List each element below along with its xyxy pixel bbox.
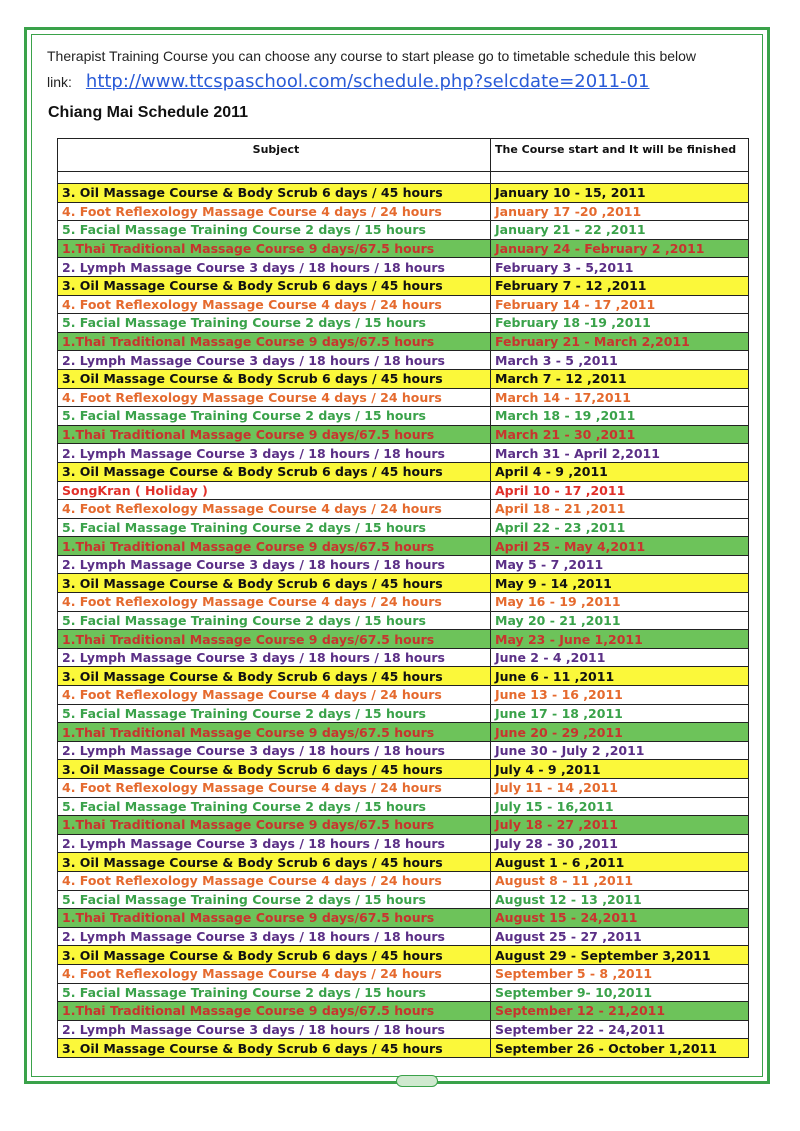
course-dates: August 25 - 27 ,2011 xyxy=(491,927,749,946)
course-dates: July 15 - 16,2011 xyxy=(491,797,749,816)
course-subject: 1.Thai Traditional Massage Course 9 days/67.5 hours xyxy=(58,425,491,444)
course-subject: 3. Oil Massage Course & Body Scrub 6 days / 45 hours xyxy=(58,184,491,203)
course-dates: January 17 -20 ,2011 xyxy=(491,202,749,221)
table-row xyxy=(58,834,749,853)
course-subject: 5. Facial Massage Training Course 2 days / 15 hours xyxy=(58,797,491,816)
table-row xyxy=(58,871,749,890)
course-subject: 2. Lymph Massage Course 3 days / 18 hours / 18 hours xyxy=(58,741,491,760)
table-row xyxy=(58,704,749,723)
course-subject: 1.Thai Traditional Massage Course 9 days/67.5 hours xyxy=(58,537,491,556)
course-subject: 3. Oil Massage Course & Body Scrub 6 days / 45 hours xyxy=(58,574,491,593)
table-row xyxy=(58,425,749,444)
table-row xyxy=(58,983,749,1002)
course-dates: April 18 - 21 ,2011 xyxy=(491,500,749,519)
course-dates: February 3 - 5,2011 xyxy=(491,258,749,277)
course-subject: 4. Foot Reflexology Massage Course 4 days / 24 hours xyxy=(58,388,491,407)
table-row xyxy=(58,202,749,221)
course-dates: August 12 - 13 ,2011 xyxy=(491,890,749,909)
table-row xyxy=(58,648,749,667)
table-row xyxy=(58,184,749,203)
course-subject: 1.Thai Traditional Massage Course 9 days/67.5 hours xyxy=(58,332,491,351)
course-dates: February 7 - 12 ,2011 xyxy=(491,276,749,295)
table-row xyxy=(58,351,749,370)
course-dates: March 18 - 19 ,2011 xyxy=(491,407,749,426)
intro-text-line2 xyxy=(47,69,747,95)
course-dates: September 5 - 8 ,2011 xyxy=(491,964,749,983)
course-subject: 1.Thai Traditional Massage Course 9 days/67.5 hours xyxy=(58,909,491,928)
course-subject: 3. Oil Massage Course & Body Scrub 6 days / 45 hours xyxy=(58,853,491,872)
course-subject: 2. Lymph Massage Course 3 days / 18 hours / 18 hours xyxy=(58,834,491,853)
schedule-link[interactable]: http://www.ttcspaschool.com/schedule.php?selcdate=2011-01 xyxy=(85,71,650,92)
course-dates: February 18 -19 ,2011 xyxy=(491,314,749,333)
table-row xyxy=(58,462,749,481)
course-subject: 2. Lymph Massage Course 3 days / 18 hours / 18 hours xyxy=(58,927,491,946)
course-subject: 1.Thai Traditional Massage Course 9 days/67.5 hours xyxy=(58,1002,491,1021)
table-row xyxy=(58,630,749,649)
course-subject: 2. Lymph Massage Course 3 days / 18 hours / 18 hours xyxy=(58,444,491,463)
course-dates: January 10 - 15, 2011 xyxy=(491,184,749,203)
course-dates: June 2 - 4 ,2011 xyxy=(491,648,749,667)
course-subject: 3. Oil Massage Course & Body Scrub 6 days / 45 hours xyxy=(58,667,491,686)
table-row xyxy=(58,667,749,686)
course-dates: February 14 - 17 ,2011 xyxy=(491,295,749,314)
table-row xyxy=(58,890,749,909)
table-row xyxy=(58,816,749,835)
course-dates: July 4 - 9 ,2011 xyxy=(491,760,749,779)
course-subject: 2. Lymph Massage Course 3 days / 18 hours / 18 hours xyxy=(58,258,491,277)
course-subject: 4. Foot Reflexology Massage Course 4 days / 24 hours xyxy=(58,500,491,519)
course-dates: March 3 - 5 ,2011 xyxy=(491,351,749,370)
table-row xyxy=(58,1002,749,1021)
course-dates: March 31 - April 2,2011 xyxy=(491,444,749,463)
course-dates: March 21 - 30 ,2011 xyxy=(491,425,749,444)
spacer-cell xyxy=(58,172,491,184)
course-dates: June 6 - 11 ,2011 xyxy=(491,667,749,686)
course-dates: June 13 - 16 ,2011 xyxy=(491,686,749,705)
table-row xyxy=(58,388,749,407)
schedule-table xyxy=(57,138,749,1058)
intro-text-line1: Therapist Training Course you can choose any course to start please go to timetable schedule this below xyxy=(47,48,697,64)
course-subject: 4. Foot Reflexology Massage Course 4 days / 24 hours xyxy=(58,779,491,798)
course-subject: 2. Lymph Massage Course 3 days / 18 hours / 18 hours xyxy=(58,351,491,370)
course-dates: June 20 - 29 ,2011 xyxy=(491,723,749,742)
course-dates: August 15 - 24,2011 xyxy=(491,909,749,928)
table-row xyxy=(58,741,749,760)
table-row xyxy=(58,500,749,519)
course-dates: June 17 - 18 ,2011 xyxy=(491,704,749,723)
table-row xyxy=(58,686,749,705)
table-row xyxy=(58,481,749,500)
table-row xyxy=(58,1039,749,1058)
course-subject: 2. Lymph Massage Course 3 days / 18 hours / 18 hours xyxy=(58,648,491,667)
table-row xyxy=(58,574,749,593)
course-dates: May 9 - 14 ,2011 xyxy=(491,574,749,593)
course-subject: 3. Oil Massage Course & Body Scrub 6 days / 45 hours xyxy=(58,369,491,388)
spacer-cell xyxy=(491,172,749,184)
course-dates: April 10 - 17 ,2011 xyxy=(491,481,749,500)
course-dates: July 28 - 30 ,2011 xyxy=(491,834,749,853)
course-subject: 2. Lymph Massage Course 3 days / 18 hours / 18 hours xyxy=(58,1020,491,1039)
course-dates: September 9- 10,2011 xyxy=(491,983,749,1002)
course-dates: January 21 - 22 ,2011 xyxy=(491,221,749,240)
table-row xyxy=(58,258,749,277)
table-row xyxy=(58,537,749,556)
course-subject: 5. Facial Massage Training Course 2 days / 15 hours xyxy=(58,314,491,333)
schedule-heading: Chiang Mai Schedule 2011 xyxy=(48,104,249,121)
course-subject: 3. Oil Massage Course & Body Scrub 6 days / 45 hours xyxy=(58,946,491,965)
table-row xyxy=(58,314,749,333)
table-row xyxy=(58,797,749,816)
table-row xyxy=(58,276,749,295)
course-subject: 5. Facial Massage Training Course 2 days / 15 hours xyxy=(58,704,491,723)
table-row xyxy=(58,760,749,779)
course-subject: 5. Facial Massage Training Course 2 days / 15 hours xyxy=(58,407,491,426)
course-dates: August 1 - 6 ,2011 xyxy=(491,853,749,872)
course-subject: 1.Thai Traditional Massage Course 9 days/67.5 hours xyxy=(58,239,491,258)
table-row xyxy=(58,964,749,983)
course-dates: April 4 - 9 ,2011 xyxy=(491,462,749,481)
course-subject: 5. Facial Massage Training Course 2 days / 15 hours xyxy=(58,221,491,240)
course-dates: April 25 - May 4,2011 xyxy=(491,537,749,556)
course-subject: 5. Facial Massage Training Course 2 days / 15 hours xyxy=(58,611,491,630)
table-row xyxy=(58,593,749,612)
course-subject: 4. Foot Reflexology Massage Course 4 days / 24 hours xyxy=(58,964,491,983)
table-row xyxy=(58,779,749,798)
course-dates: September 22 - 24,2011 xyxy=(491,1020,749,1039)
course-subject: 4. Foot Reflexology Massage Course 4 days / 24 hours xyxy=(58,202,491,221)
course-dates: May 5 - 7 ,2011 xyxy=(491,555,749,574)
header-subject: Subject xyxy=(58,139,491,172)
course-subject: 5. Facial Massage Training Course 2 days / 15 hours xyxy=(58,518,491,537)
table-row xyxy=(58,1020,749,1039)
course-subject: 4. Foot Reflexology Massage Course 4 days / 24 hours xyxy=(58,871,491,890)
course-subject: SongKran ( Holiday ) xyxy=(58,481,491,500)
course-subject: 5. Facial Massage Training Course 2 days / 15 hours xyxy=(58,890,491,909)
table-row xyxy=(58,444,749,463)
course-subject: 4. Foot Reflexology Massage Course 4 days / 24 hours xyxy=(58,686,491,705)
course-dates: April 22 - 23 ,2011 xyxy=(491,518,749,537)
course-subject: 1.Thai Traditional Massage Course 9 days/67.5 hours xyxy=(58,630,491,649)
course-dates: March 14 - 17,2011 xyxy=(491,388,749,407)
table-row xyxy=(58,909,749,928)
course-subject: 3. Oil Massage Course & Body Scrub 6 days / 45 hours xyxy=(58,276,491,295)
table-row xyxy=(58,369,749,388)
course-subject: 3. Oil Massage Course & Body Scrub 6 days / 45 hours xyxy=(58,1039,491,1058)
course-dates: May 23 - June 1,2011 xyxy=(491,630,749,649)
course-subject: 4. Foot Reflexology Massage Course 4 days / 24 hours xyxy=(58,593,491,612)
table-row xyxy=(58,332,749,351)
intro-link-label: link: xyxy=(47,74,72,90)
course-subject: 1.Thai Traditional Massage Course 9 days/67.5 hours xyxy=(58,723,491,742)
course-dates: July 18 - 27 ,2011 xyxy=(491,816,749,835)
table-row xyxy=(58,611,749,630)
table-row xyxy=(58,946,749,965)
course-dates: May 16 - 19 ,2011 xyxy=(491,593,749,612)
table-row xyxy=(58,853,749,872)
course-dates: May 20 - 21 ,2011 xyxy=(491,611,749,630)
course-dates: February 21 - March 2,2011 xyxy=(491,332,749,351)
header-dates: The Course start and It will be finished xyxy=(491,139,749,172)
course-subject: 2. Lymph Massage Course 3 days / 18 hours / 18 hours xyxy=(58,555,491,574)
table-row xyxy=(58,221,749,240)
course-subject: 3. Oil Massage Course & Body Scrub 6 days / 45 hours xyxy=(58,760,491,779)
course-dates: March 7 - 12 ,2011 xyxy=(491,369,749,388)
course-dates: August 29 - September 3,2011 xyxy=(491,946,749,965)
table-header-row xyxy=(58,139,749,172)
intro-paragraph xyxy=(47,43,747,95)
course-dates: September 12 - 21,2011 xyxy=(491,1002,749,1021)
schedule-body xyxy=(58,172,749,1058)
course-subject: 4. Foot Reflexology Massage Course 4 days / 24 hours xyxy=(58,295,491,314)
table-row xyxy=(58,723,749,742)
course-subject: 5. Facial Massage Training Course 2 days / 15 hours xyxy=(58,983,491,1002)
table-row xyxy=(58,239,749,258)
course-subject: 1.Thai Traditional Massage Course 9 days/67.5 hours xyxy=(58,816,491,835)
spacer-row xyxy=(58,172,749,184)
course-dates: September 26 - October 1,2011 xyxy=(491,1039,749,1058)
course-dates: June 30 - July 2 ,2011 xyxy=(491,741,749,760)
course-dates: January 24 - February 2 ,2011 xyxy=(491,239,749,258)
table-row xyxy=(58,555,749,574)
table-row xyxy=(58,518,749,537)
table-row xyxy=(58,295,749,314)
course-dates: August 8 - 11 ,2011 xyxy=(491,871,749,890)
table-row xyxy=(58,407,749,426)
frame-bottom-tab xyxy=(396,1075,438,1087)
table-row xyxy=(58,927,749,946)
course-subject: 3. Oil Massage Course & Body Scrub 6 days / 45 hours xyxy=(58,462,491,481)
course-dates: July 11 - 14 ,2011 xyxy=(491,779,749,798)
